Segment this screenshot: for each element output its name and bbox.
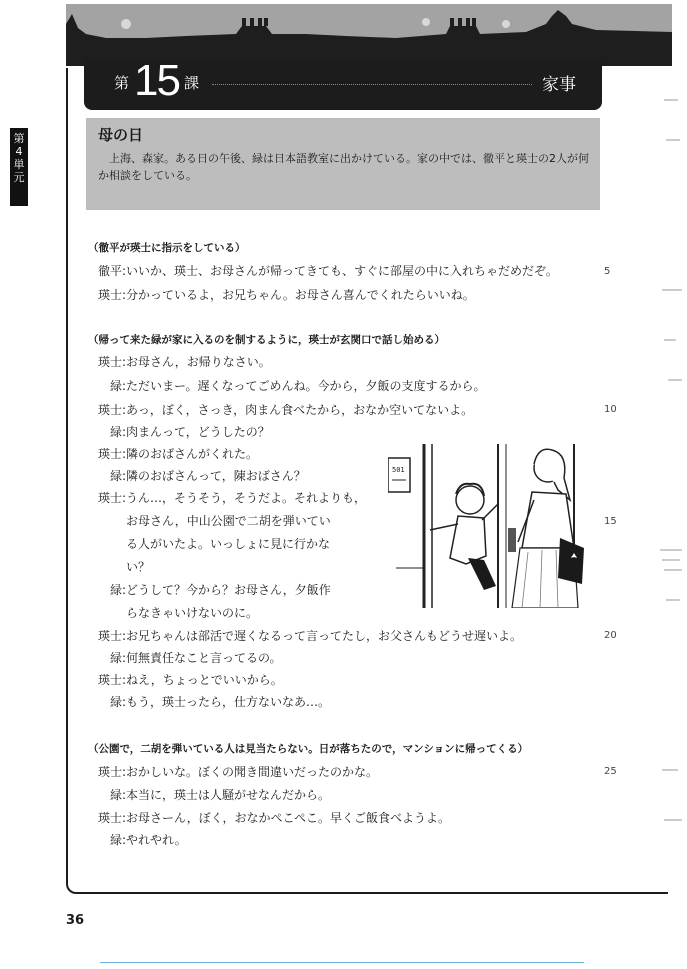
line-text: うん…，そうそう，そうだよ。それよりも， [126,491,367,505]
stage-direction: （徹平が瑛士に指示をしている） [88,242,246,254]
speaker: 緑: [109,469,126,483]
scan-edge-noise [654,80,684,940]
doorway-illustration [388,438,598,608]
speaker: 瑛士: [97,629,126,643]
dialogue-line [88,626,522,646]
dialogue-line [88,580,331,600]
dialogue-line [88,785,330,805]
line-text: 隣のおばさんがくれた。 [126,447,259,461]
line-number: 10 [604,404,617,415]
dialogue-continuation: る人がいたよ。いっしょに見に行かな [126,537,331,551]
stage-direction: （公園で，二胡を弾いている人は見当たらない。日が落ちたので，マンションに帰ってくる） [88,743,529,755]
bottom-rule [100,962,584,963]
line-text: お母さーん，ぼく，おなかぺこぺこ。早くご飯食べようよ。 [126,811,451,825]
speaker: 緑: [109,379,126,393]
line-text: もう，瑛士ったら，仕方ないなあ…。 [126,695,331,709]
speaker: 徹平: [97,264,126,278]
line-text: 肉まんって，どうしたの？ [126,425,270,439]
speaker: 瑛士: [97,403,126,417]
speaker: 緑: [109,695,126,709]
speaker: 緑: [109,788,126,802]
speaker: 瑛士: [97,765,126,779]
dialogue-line [88,466,306,486]
lesson-number: 15 [134,56,179,105]
line-text: おかしいな。ぼくの聞き間違いだったのかな。 [126,765,379,779]
speaker: 瑛士: [97,673,126,687]
speaker: 緑: [109,425,126,439]
lesson-suffix: 課 [184,74,200,92]
line-text: 本当に，瑛士は人騒がせなんだから。 [126,788,331,802]
door-sign-text: 501 [392,466,405,474]
line-text: いいか、瑛士、お母さんが帰ってきても、すぐに部屋の中に入れちゃだめだぞ。 [126,264,558,278]
line-text: ねえ，ちょっとでいいから。 [126,673,283,687]
dialogue-line [88,285,475,305]
line-text: あっ，ぼく，さっき，肉まん食べたから，おなか空いてないよ。 [126,403,474,417]
line-text: 何無責任なこと言ってるの。 [126,651,282,665]
stage-direction: （帰って来た緑が家に入るのを制するように，瑛士が玄関口で話し始める） [88,334,445,346]
intro-box [86,118,600,210]
unit-tab-char: 4 [15,145,23,158]
dialogue-line [88,422,270,442]
dialogue-line [88,376,486,396]
speaker: 瑛士: [97,811,126,825]
line-text: お兄ちゃんは部活で遅くなるって言ってたし，お父さんもどうせ遅いよ。 [126,629,523,643]
speaker: 瑛士: [97,288,126,302]
dialogue-line [88,400,473,420]
line-text: どうして？今から？お母さん，夕飯作 [126,583,331,597]
dialogue-line [88,444,258,464]
dialogue-line [88,352,271,372]
speaker: 瑛士: [97,491,126,505]
dialogue-continuation: お母さん，中山公園で二胡を弾いてい [126,514,331,528]
unit-tab [10,128,28,206]
dialogue-line [88,670,283,690]
speaker: 緑: [109,583,126,597]
line-text: 分かっているよ，お兄ちゃん。お母さん喜んでくれたらいいね。 [126,288,475,302]
speaker: 瑛士: [97,355,126,369]
line-text: お母さん，お帰りなさい。 [126,355,271,369]
unit-tab-char: 単 [13,158,25,171]
speaker: 緑: [109,833,126,847]
line-text: ただいまー。遅くなってごめんね。今から，夕飯の支度するから。 [126,379,486,393]
line-number: 15 [604,516,617,527]
line-number: 20 [604,630,617,641]
lesson-prefix: 第 [114,74,130,92]
dialogue-line [88,808,450,828]
dialogue-continuation: らなきゃいけないのに。 [126,606,259,620]
speaker: 緑: [109,651,126,665]
line-text: やれやれ。 [126,833,187,847]
dialogue-line [88,830,187,850]
dialogue-line [88,762,378,782]
boy-and-mother-at-door-icon [388,438,598,608]
line-number: 25 [604,766,617,777]
unit-tab-char: 元 [13,171,25,184]
dialogue-line [88,261,558,281]
page-number: 36 [66,913,85,928]
unit-tab-char: 第 [13,132,25,145]
dialogue-continuation: い？ [126,560,151,574]
dialogue-line [88,488,366,508]
line-text: 隣のおばさんって，陳おばさん？ [126,469,306,483]
speaker: 瑛士: [97,447,126,461]
line-number: 5 [604,266,611,277]
intro-text: 上海、森家。ある日の午後、緑は日本語教室に出かけている。家の中では、徹平と瑛士の2人が何か相談をしている。 [98,152,589,182]
dialogue-line [88,648,282,668]
lesson-topic: 家事 [542,75,576,95]
dialogue-line [88,692,330,712]
intro-title: 母の日 [98,126,144,144]
